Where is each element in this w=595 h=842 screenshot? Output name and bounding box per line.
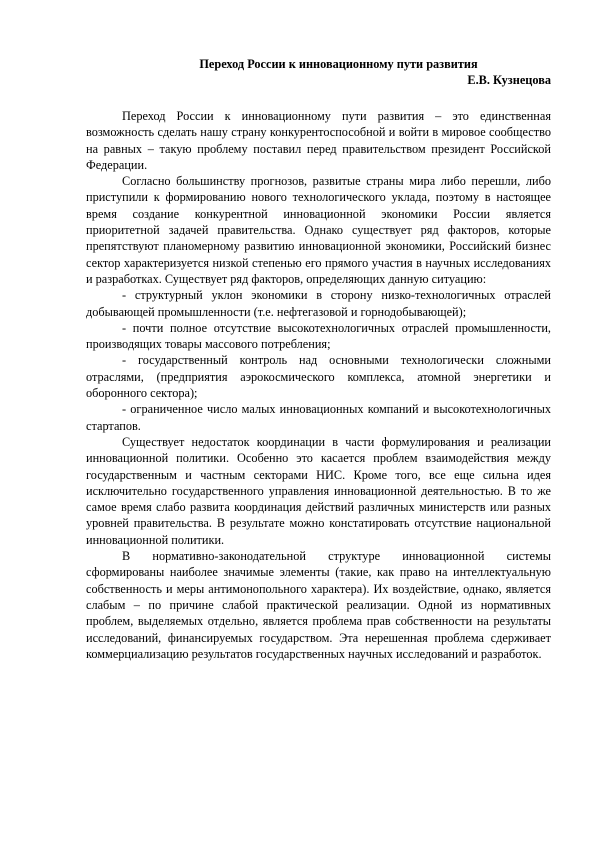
list-item-no-hightech: - почти полное отсутствие высокотехнологичных отраслей промышленности, производящих товары массового потребления; xyxy=(86,320,551,352)
list-item-few-startups: - ограниченное число малых инновационных компаний и высокотехнологичных стартапов. xyxy=(86,402,551,433)
list-item-structural-bias: - структурный уклон экономики в сторону низко-технологичных отраслей добывающей промышленности (т.е. нефтегазовой и горнодобывающей); xyxy=(86,288,551,319)
document-author: Е.В. Кузнецова xyxy=(467,73,551,87)
paragraph-regulation: В нормативно-законодательной структуре инновационной системы сформированы наиболее значимые элементы (такие, как право на интеллектуальную собственность и меры антимонопольного характера). Их воздействие, однако, является слабым – по причине слабой практической реализации. Одной из нормативных проблем, выделяемых отдельно, является проблема прав собственности на результаты исследований, финансируемых государством. Эта нерешенная проблема сдерживает коммерциализацию результатов государственных научных исследований и разработок. xyxy=(86,549,551,661)
paragraph-forecasts: Согласно большинству прогнозов, развитые страны мира либо перешли, либо приступили к формированию нового технологического уклада, поэтому в настоящее время создание конкурентной инновационной экономики России является приоритетной задачей правительства. Однако существует ряд факторов, которые препятствуют планомерному развитию инновационной экономики, Российский бизнес сектор характеризуется низкой степенью его прямого участия в научных исследованиях и разработках. Существует ряд факторов, определяющих данную ситуацию: xyxy=(86,174,551,286)
paragraph-coordination: Существует недостаток координации в части формулирования и реализации инновационной политики. Особенно это касается проблем взаимодействия между государственным и частным секторами НИС. Кроме того, все еще сильна идея исключительно государственного управления инновационной деятельностью. В то же самое время слабо развита координация действий различных министерств или разных уровней правительства. В результате можно констатировать отсутствие национальной инновационной политики. xyxy=(86,434,551,547)
document-title: Переход России к инновационному пути развития xyxy=(199,57,478,71)
document-page xyxy=(86,56,551,662)
list-item-state-control: - государственный контроль над основными технологически сложными отраслями, (предприятия аэрокосмического комплекса, атомной энергетики и оборонного сектора); xyxy=(86,353,551,401)
paragraph-intro: Переход России к инновационному пути развития – это единственная возможность сделать нашу страну конкурентоспособной и войти в мировое сообщество на равных – такую проблему поставил перед правительством президент Российской Федерации. xyxy=(86,109,551,172)
